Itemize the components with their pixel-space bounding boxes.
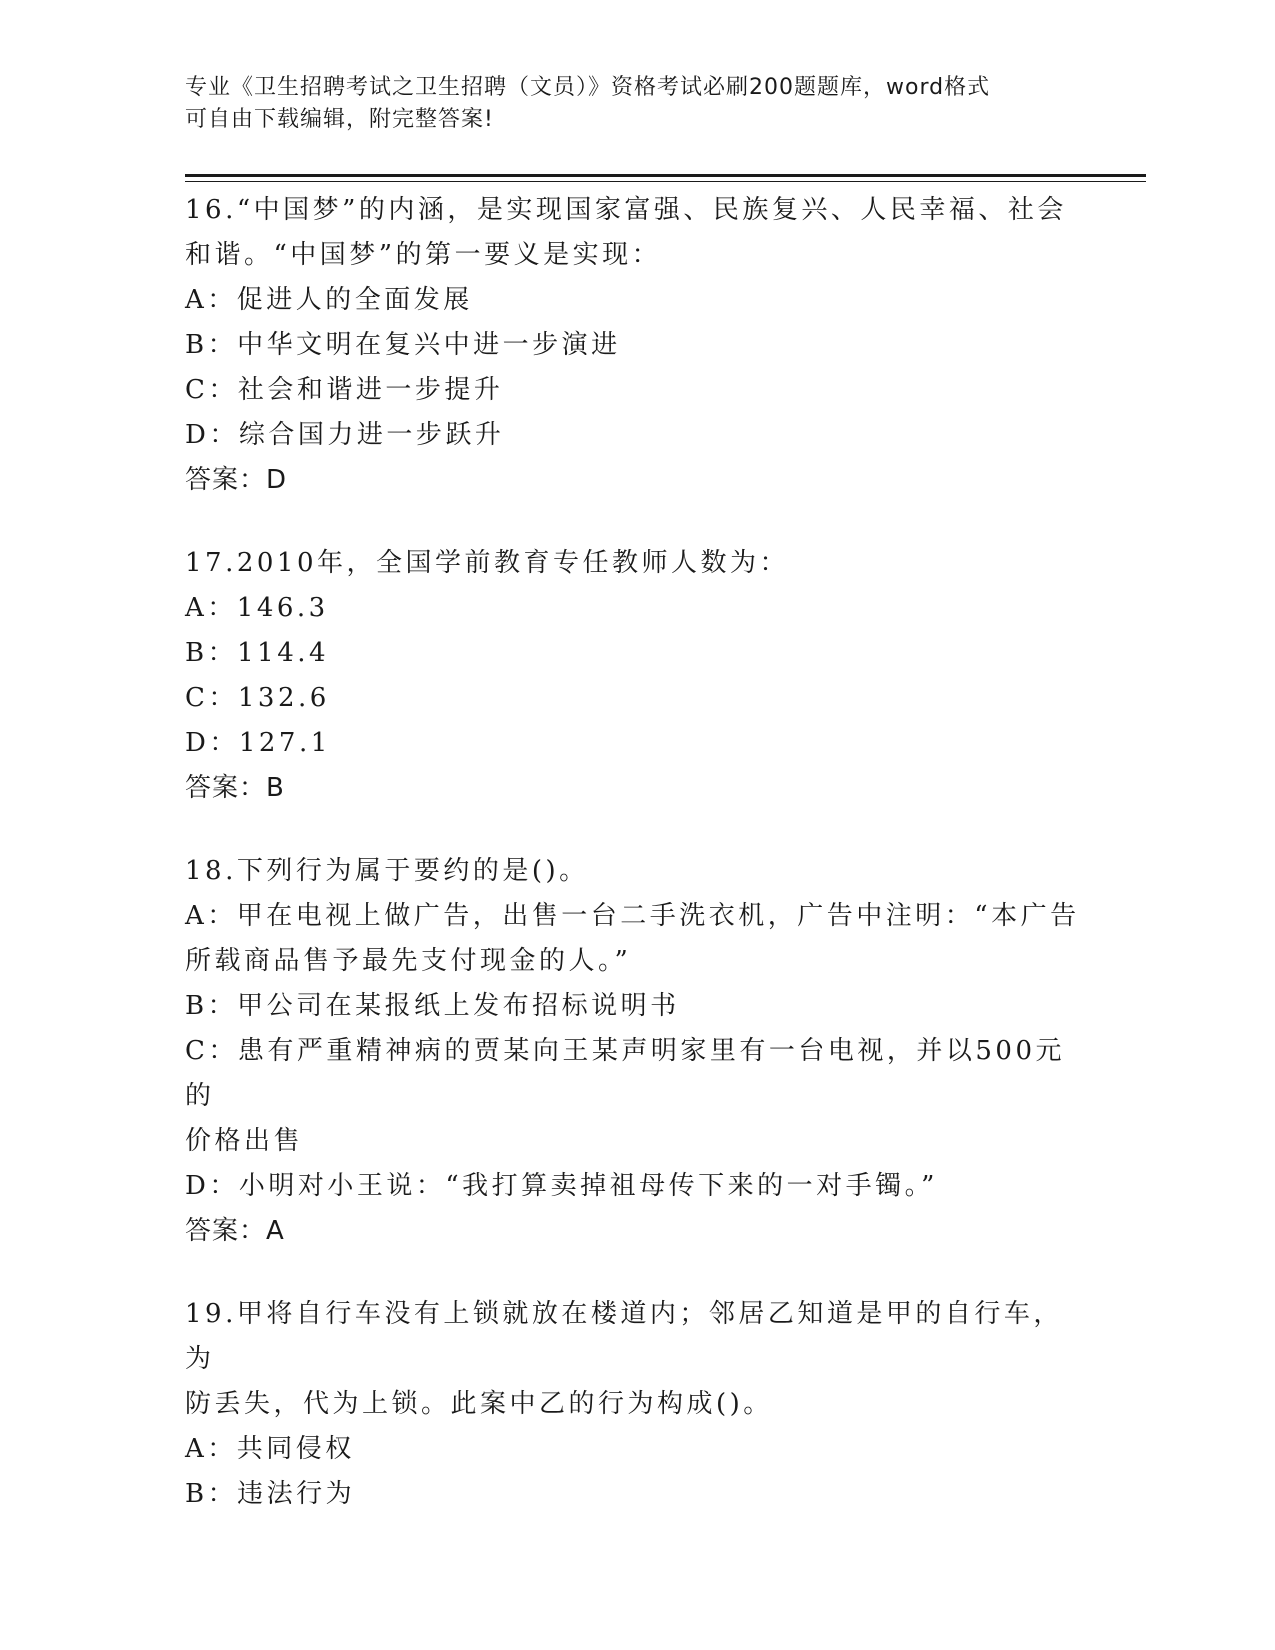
header-divider-thin: [185, 181, 1146, 182]
question-stem-line: 防丢失，代为上锁。此案中乙的行为构成()。: [185, 1389, 773, 1419]
option-a: A：甲在电视上做广告，出售一台二手洗衣机，广告中注明：“本广告: [185, 901, 1080, 931]
answer-line: 答案：D: [185, 465, 288, 495]
answer-line: 答案：B: [185, 773, 285, 803]
option-a: A：促进人的全面发展: [185, 285, 473, 315]
question-19: [185, 1292, 1085, 1517]
option-b: B：中华文明在复兴中进一步演进: [185, 330, 621, 360]
question-18: [185, 849, 1085, 1254]
option-a: A：146.3: [185, 593, 329, 623]
option-a-continued: 所载商品售予最先支付现金的人。”: [185, 946, 632, 976]
option-c: C：132.6: [185, 683, 330, 713]
option-c: C：社会和谐进一步提升: [185, 375, 504, 405]
option-b: B：违法行为: [185, 1479, 356, 1509]
header-divider-thick: [185, 174, 1146, 177]
answer-line: 答案：A: [185, 1216, 285, 1246]
question-stem-line: 18.下列行为属于要约的是()。: [185, 856, 589, 886]
option-a: A：共同侵权: [185, 1434, 355, 1464]
question-stem-line: 17.2010年，全国学前教育专任教师人数为：: [185, 548, 790, 578]
question-stem-line: 和谐。“中国梦”的第一要义是实现：: [185, 240, 662, 270]
option-b: B：甲公司在某报纸上发布招标说明书: [185, 991, 680, 1021]
option-b: B：114.4: [185, 638, 330, 668]
header-line-2: 可自由下载编辑，附完整答案!: [185, 107, 494, 132]
option-c: C：患有严重精神病的贾某向王某声明家里有一台电视，并以500元的: [185, 1036, 1066, 1111]
question-16: [185, 188, 1085, 503]
option-d: D：小明对小王说：“我打算卖掉祖母传下来的一对手镯。”: [185, 1171, 938, 1201]
question-stem-line: 16.“中国梦”的内涵，是实现国家富强、民族复兴、人民幸福、社会: [185, 195, 1067, 225]
option-d: D：综合国力进一步跃升: [185, 420, 505, 450]
document-header: [185, 72, 1085, 136]
question-list: [185, 188, 1085, 1555]
header-line-1: 专业《卫生招聘考试之卫生招聘（文员）》资格考试必刷200题题库，word格式: [185, 75, 991, 100]
question-stem-line: 19.甲将自行车没有上锁就放在楼道内；邻居乙知道是甲的自行车，为: [185, 1299, 1063, 1374]
question-17: [185, 541, 1085, 811]
option-c-continued: 价格出售: [185, 1126, 304, 1156]
option-d: D：127.1: [185, 728, 331, 758]
